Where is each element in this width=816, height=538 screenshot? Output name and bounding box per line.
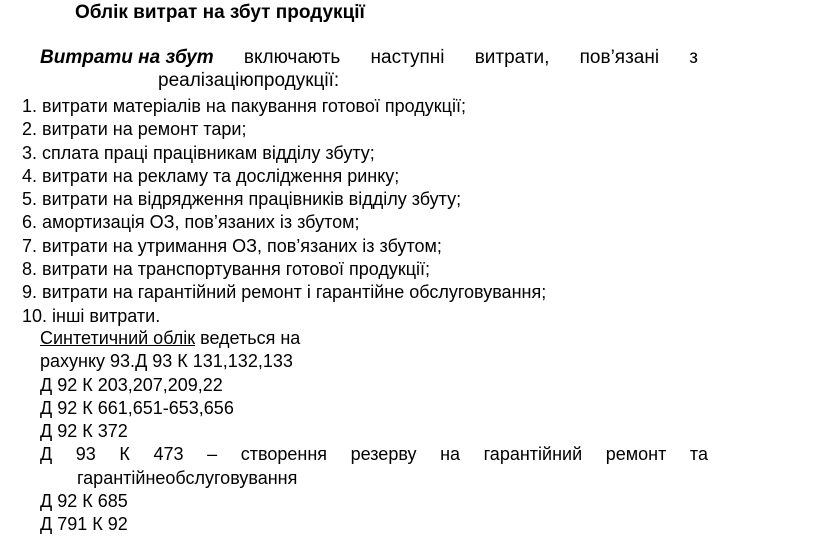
entry-line-reserve [40,443,708,466]
entry-word: створення [240,444,328,465]
entry-line: Д 92 К 661,651-653,656 [40,397,234,418]
entry-word: 473 [153,444,184,465]
intro-word: з [689,47,698,68]
list-item: 4. витрати на рекламу та дослідження ринку; [22,165,400,186]
intro-word: включають [243,47,341,68]
list-item: 1. витрати матеріалів на пакування готової продукції; [22,96,466,116]
intro-line-1 [40,46,698,69]
entry-word: 93 [75,444,96,465]
entry-line: Д 92 К 372 [40,421,128,442]
entry-line-reserve-continuation: гарантійнеобслуговування [77,467,298,488]
list-item: 6. амортизація ОЗ, пов’язаних із збутом; [22,212,360,233]
intro-word: пов’язані [579,47,660,68]
list-item: 10. інші витрати. [22,305,161,326]
intro-line-2: реалізаціюпродукції: [158,70,340,91]
intro-paragraph [40,46,698,92]
intro-word: наступні [370,47,445,68]
synthetic-accounting-line [40,327,708,350]
list-item: 3. сплата праці працівникам відділу збуту; [22,142,375,163]
synthetic-accounting-term: Синтетичний облік [40,328,196,348]
entry-word: Д [40,444,53,465]
page-title: Облік витрат на збут продукції [75,2,365,23]
entry-line: Д 791 К 92 [40,514,128,535]
accounting-entries [40,327,708,537]
entry-word: – [207,444,218,465]
synthetic-accounting-text: ведеться на [195,328,301,348]
list-item: 2. витрати на ремонт тари; [22,119,247,140]
list-item: 7. витрати на утримання ОЗ, пов’язаних із збутом; [22,235,442,256]
entry-word: гарантійний [483,444,583,465]
entry-line: Д 92 К 203,207,209,22 [40,374,223,395]
account-line: рахунку 93.Д 93 К 131,132,133 [40,351,293,372]
entry-line: Д 92 К 685 [40,491,128,512]
expense-list [22,95,546,328]
entry-word: на [440,444,461,465]
list-item: 9. витрати на гарантійний ремонт і гарантійне обслуговування; [22,282,547,303]
entry-word: резерву [350,444,417,465]
intro-word: витрати, [474,47,550,68]
entry-word: та [689,444,708,465]
list-item: 5. витрати на відрядження працівників відділу збуту; [22,189,462,210]
entry-word: К [119,444,130,465]
list-item: 8. витрати на транспортування готової продукції; [22,259,431,280]
intro-term: Витрати на збут [40,47,214,68]
entry-word: ремонт [605,444,667,465]
